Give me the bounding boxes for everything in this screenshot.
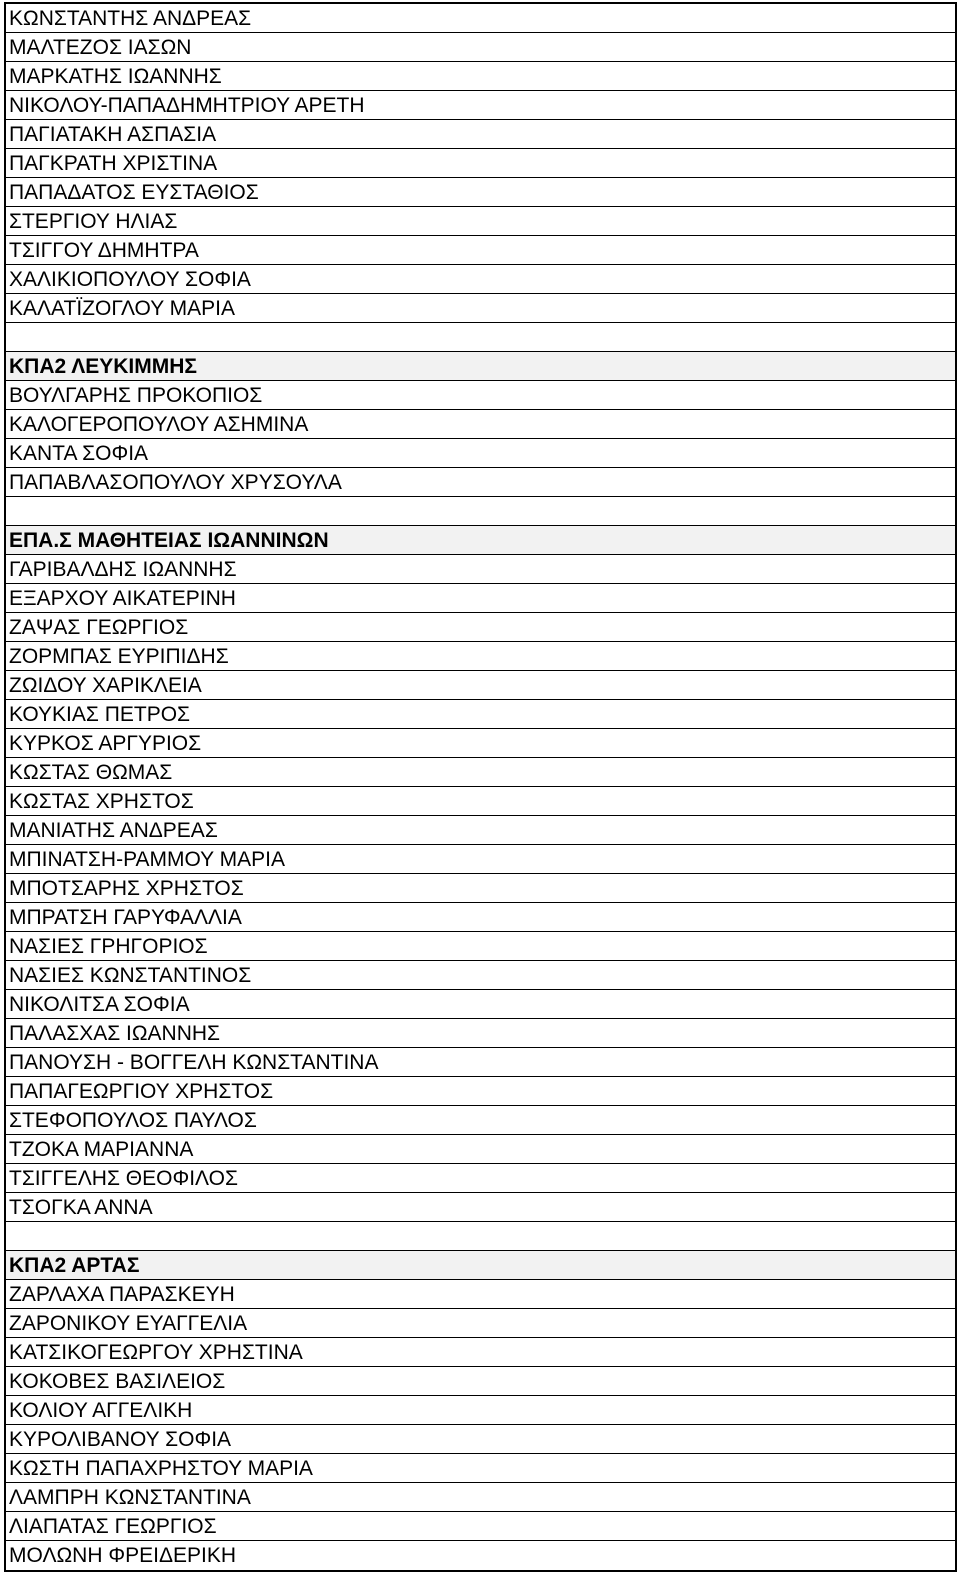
name-row: ΛΙΑΠΑΤΑΣ ΓΕΩΡΓΙΟΣ	[6, 1512, 955, 1541]
name-row: ΜΑΡΚΑΤΗΣ ΙΩΑΝΝΗΣ	[6, 62, 955, 91]
name-row: ΠΑΠΑΔΑΤΟΣ ΕΥΣΤΑΘΙΟΣ	[6, 178, 955, 207]
name-row: ΤΣΙΓΓΟΥ ΔΗΜΗΤΡΑ	[6, 236, 955, 265]
section-header: ΚΠΑ2 ΑΡΤΑΣ	[6, 1251, 955, 1280]
name-row: ΠΑΠΑΓΕΩΡΓΙΟΥ ΧΡΗΣΤΟΣ	[6, 1077, 955, 1106]
name-row: ΠΑΠΑΒΛΑΣΟΠΟΥΛΟΥ ΧΡΥΣΟΥΛΑ	[6, 468, 955, 497]
name-row: ΜΠΟΤΣΑΡΗΣ ΧΡΗΣΤΟΣ	[6, 874, 955, 903]
blank-row	[6, 323, 955, 352]
name-row: ΣΤΕΦΟΠΟΥΛΟΣ ΠΑΥΛΟΣ	[6, 1106, 955, 1135]
blank-row	[6, 497, 955, 526]
name-row: ΠΑΝΟΥΣΗ - ΒΟΓΓΕΛΗ ΚΩΝΣΤΑΝΤΙΝΑ	[6, 1048, 955, 1077]
name-row: ΚΟΥΚΙΑΣ ΠΕΤΡΟΣ	[6, 700, 955, 729]
name-row: ΚΩΣΤΗ ΠΑΠΑΧΡΗΣΤΟΥ ΜΑΡΙΑ	[6, 1454, 955, 1483]
name-row: ΠΑΛΑΣΧΑΣ ΙΩΑΝΝΗΣ	[6, 1019, 955, 1048]
name-row: ΜΑΛΤΕΖΟΣ ΙΑΣΩΝ	[6, 33, 955, 62]
name-row: ΜΑΝΙΑΤΗΣ ΑΝΔΡΕΑΣ	[6, 816, 955, 845]
name-row: ΤΣΟΓΚΑ ΑΝΝΑ	[6, 1193, 955, 1222]
name-row: ΠΑΓΙΑΤΑΚΗ ΑΣΠΑΣΙΑ	[6, 120, 955, 149]
name-row: ΚΟΚΟΒΕΣ ΒΑΣΙΛΕΙΟΣ	[6, 1367, 955, 1396]
section-header: ΕΠΑ.Σ ΜΑΘΗΤΕΙΑΣ ΙΩΑΝΝΙΝΩΝ	[6, 526, 955, 555]
name-row: ΚΩΣΤΑΣ ΘΩΜΑΣ	[6, 758, 955, 787]
name-row: ΚΩΣΤΑΣ ΧΡΗΣΤΟΣ	[6, 787, 955, 816]
name-row: ΝΙΚΟΛΙΤΣΑ ΣΟΦΙΑ	[6, 990, 955, 1019]
name-row: ΚΑΤΣΙΚΟΓΕΩΡΓΟΥ ΧΡΗΣΤΙΝΑ	[6, 1338, 955, 1367]
name-row: ΚΩΝΣΤΑΝΤΗΣ ΑΝΔΡΕΑΣ	[6, 4, 955, 33]
name-row: ΝΑΣΙΕΣ ΚΩΝΣΤΑΝΤΙΝΟΣ	[6, 961, 955, 990]
name-row: ΖΟΡΜΠΑΣ ΕΥΡΙΠΙΔΗΣ	[6, 642, 955, 671]
name-row: ΚΑΛΑΤΪΖΟΓΛΟΥ ΜΑΡΙΑ	[6, 294, 955, 323]
name-row: ΚΑΝΤΑ ΣΟΦΙΑ	[6, 439, 955, 468]
name-row: ΒΟΥΛΓΑΡΗΣ ΠΡΟΚΟΠΙΟΣ	[6, 381, 955, 410]
name-list-table	[4, 2, 957, 1572]
name-row: ΚΑΛΟΓΕΡΟΠΟΥΛΟΥ ΑΣΗΜΙΝΑ	[6, 410, 955, 439]
name-row: ΝΙΚΟΛΟΥ-ΠΑΠΑΔΗΜΗΤΡΙΟΥ ΑΡΕΤΗ	[6, 91, 955, 120]
name-row: ΣΤΕΡΓΙΟΥ ΗΛΙΑΣ	[6, 207, 955, 236]
name-row: ΓΑΡΙΒΑΛΔΗΣ ΙΩΑΝΝΗΣ	[6, 555, 955, 584]
name-row: ΜΠΙΝΑΤΣΗ-ΡΑΜΜΟΥ ΜΑΡΙΑ	[6, 845, 955, 874]
name-row: ΝΑΣΙΕΣ ΓΡΗΓΟΡΙΟΣ	[6, 932, 955, 961]
name-row: ΖΑΡΛΑΧΑ ΠΑΡΑΣΚΕΥΗ	[6, 1280, 955, 1309]
name-row: ΤΣΙΓΓΕΛΗΣ ΘΕΟΦΙΛΟΣ	[6, 1164, 955, 1193]
name-row: ΛΑΜΠΡΗ ΚΩΝΣΤΑΝΤΙΝΑ	[6, 1483, 955, 1512]
section-header: ΚΠΑ2 ΛΕΥΚΙΜΜΗΣ	[6, 352, 955, 381]
name-row: ΚΥΡΚΟΣ ΑΡΓΥΡΙΟΣ	[6, 729, 955, 758]
name-row: ΕΞΑΡΧΟΥ ΑΙΚΑΤΕΡΙΝΗ	[6, 584, 955, 613]
name-row: ΚΟΛΙΟΥ ΑΓΓΕΛΙΚΗ	[6, 1396, 955, 1425]
name-row: ΧΑΛΙΚΙΟΠΟΥΛΟΥ ΣΟΦΙΑ	[6, 265, 955, 294]
name-row: ΚΥΡΟΛΙΒΑΝΟΥ ΣΟΦΙΑ	[6, 1425, 955, 1454]
name-row: ΖΩΙΔΟΥ ΧΑΡΙΚΛΕΙΑ	[6, 671, 955, 700]
name-row: ΜΠΡΑΤΣΗ ΓΑΡΥΦΑΛΛΙΑ	[6, 903, 955, 932]
name-row: ΖΑΨΑΣ ΓΕΩΡΓΙΟΣ	[6, 613, 955, 642]
name-row: ΤΖΟΚΑ ΜΑΡΙΑΝΝΑ	[6, 1135, 955, 1164]
name-row: ΜΟΛΩΝΗ ΦΡΕΙΔΕΡΙΚΗ	[9, 1544, 236, 1567]
name-row: ΠΑΓΚΡΑΤΗ ΧΡΙΣΤΙΝΑ	[6, 149, 955, 178]
name-row: ΖΑΡΟΝΙΚΟΥ ΕΥΑΓΓΕΛΙΑ	[6, 1309, 955, 1338]
blank-row	[6, 1222, 955, 1251]
